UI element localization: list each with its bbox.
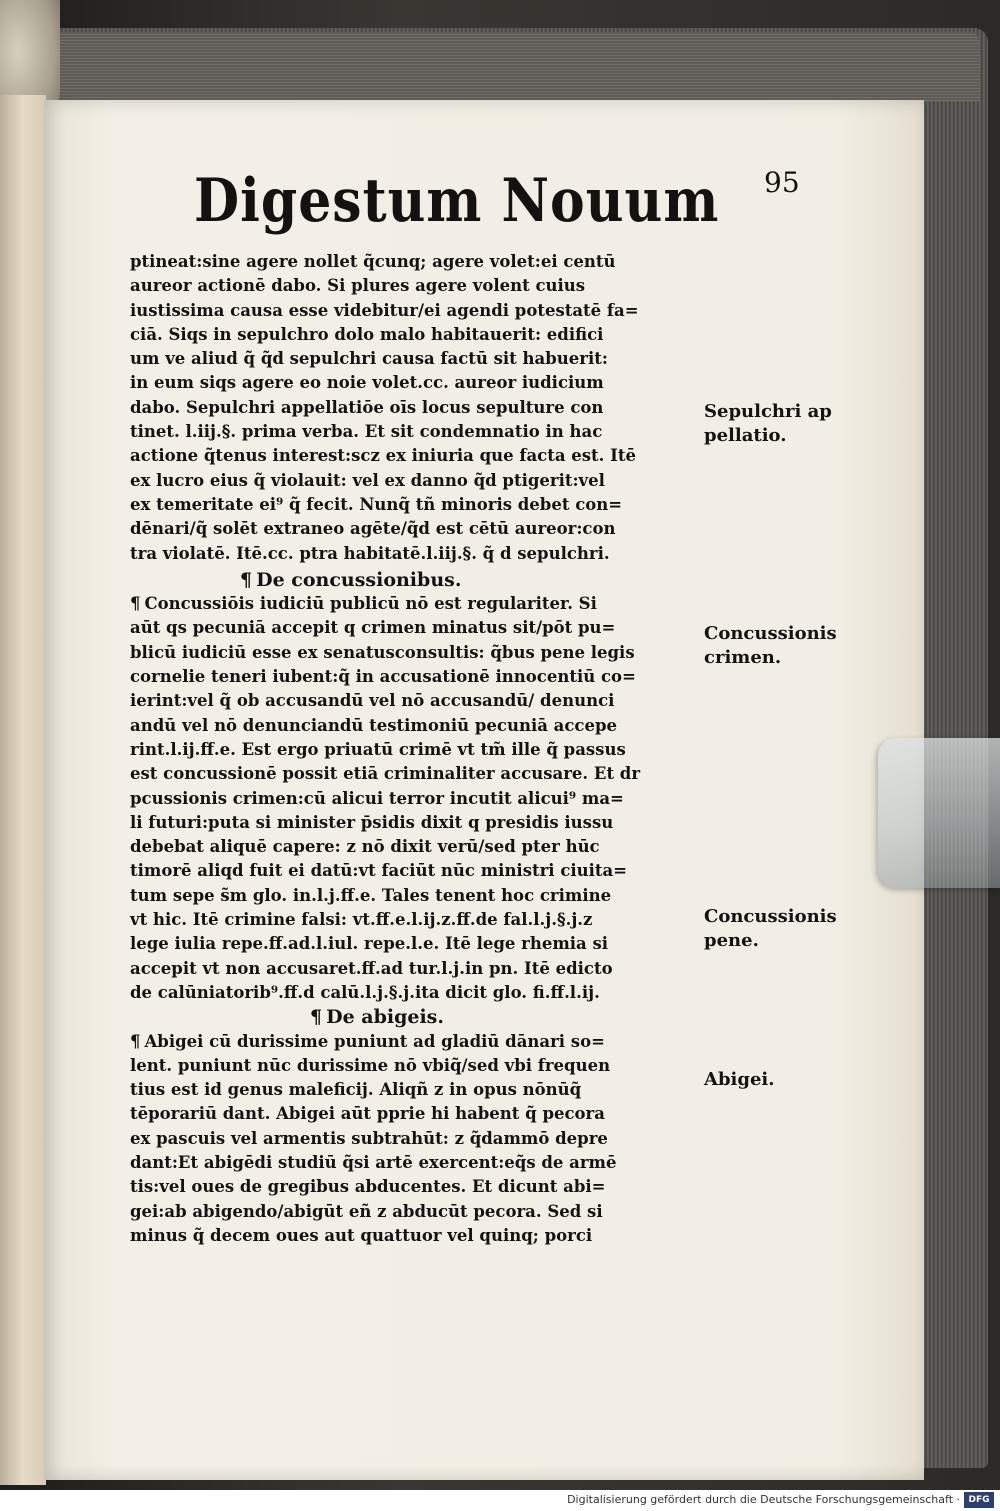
- margin-note-line: pene.: [704, 930, 759, 951]
- margin-note-line: Concussionis: [704, 906, 837, 927]
- text-line: li futuri:puta si minister p̄sidis dixit q presidis iussu: [130, 812, 614, 832]
- margin-note-concussionis-pene: [704, 905, 874, 953]
- paragraph-mark-icon: ¶: [130, 1031, 141, 1051]
- page-clip: [878, 738, 1000, 888]
- text-line: tius est id genus maleficij. Aliqñ z in opus nōnūq̃: [130, 1080, 582, 1100]
- margin-note-line: Abigei.: [704, 1069, 775, 1090]
- text-line: timorē aliqd fuit ei datū:vt faciūt nūc ministri ciuita=: [130, 861, 628, 881]
- text-line: ex pascuis vel armentis subtrahūt: z q̃dammō depre: [130, 1128, 608, 1148]
- text-line: dant:Et abigēdi studiū q̃si artē exercent:eq̃s de armē: [130, 1152, 617, 1172]
- text-line-content: Abigei cū durissime puniunt ad gladiū dānari so=: [144, 1031, 605, 1051]
- text-line: ex lucro eius q̃ violauit: vel ex danno q̃d ptigerit:vel: [130, 470, 605, 490]
- text-line: accepit vt non accusaret.ff.ad tur.l.j.in pn. Itē edicto: [130, 958, 613, 978]
- paragraph-abigei: [130, 1030, 700, 1249]
- book-top-edge: [40, 32, 980, 102]
- text-line: cornelie teneri iubent:q̃ in accusationē innocentiū co=: [130, 667, 636, 687]
- paragraph-concussionis: [130, 592, 700, 1005]
- text-line: ptineat:sine agere nollet q̃cunq; agere volet:ei centū: [130, 252, 616, 271]
- text-line: lege iulia repe.ff.ad.l.iul. repe.l.e. Itē lege rhemia si: [130, 934, 609, 954]
- paragraph-mark-icon: ¶: [130, 594, 141, 614]
- text-line: tis:vel oues de gregibus abducentes. Et dicunt abi=: [130, 1177, 606, 1197]
- text-line: aūt qs pecuniā accepit q crimen minatus sit/pōt pu=: [130, 618, 616, 638]
- margin-note-sepulchri: [704, 400, 874, 448]
- text-line: in eum siqs agere eo noie volet.cc. aureor iudicium: [130, 373, 604, 393]
- margin-note-abigei: [704, 1068, 874, 1092]
- text-line: rint.l.ij.ff.e. Est ergo priuatū crimē vt tm̃ ille q̃ passus: [130, 739, 626, 759]
- text-line: debebat aliquē capere: z nō dixit verū/sed pter hūc: [130, 837, 600, 857]
- paragraph-mark-icon: ¶: [310, 1006, 323, 1029]
- margin-note-line: Sepulchri ap: [704, 401, 832, 422]
- text-line: tinet. l.iij.§. prima verba. Et sit condemnatio in hac: [130, 422, 603, 442]
- footer-bar: [0, 1490, 1000, 1511]
- text-line: tra violatē. Itē.cc. ptra habitatē.l.iij.§. q̃ d sepulchri.: [130, 543, 610, 563]
- text-line: aureor actionē dabo. Si plures agere volent cuius: [130, 276, 586, 296]
- text-line: [130, 1030, 700, 1054]
- section-heading-concussionibus: [130, 568, 700, 592]
- margin-note-concussionis-crimen: [704, 622, 874, 670]
- page-header: [194, 166, 834, 256]
- text-line: tum sepe s̃m glo. in.l.j.ff.e. Tales tenent hoc crimine: [130, 885, 612, 905]
- funding-credit: Digitalisierung gefördert durch die Deutsche Forschungsgemeinschaft ·: [567, 1493, 960, 1506]
- text-line: ex temeritate ei⁹ q̃ fecit. Nunq̃ tñ minoris debet con=: [130, 494, 623, 514]
- text-line: gei:ab abigendo/abigūt eñ z abducūt pecora. Sed si: [130, 1201, 603, 1221]
- margin-note-line: pellatio.: [704, 425, 787, 446]
- text-line: actione q̃tenus interest:scz ex iniuria que facta est. Itē: [130, 446, 636, 466]
- margin-note-line: Concussionis: [704, 623, 837, 644]
- book-page: [44, 100, 924, 1480]
- text-line: ierint:vel q̃ ob accusandū vel nō accusandū/ denunci: [130, 691, 615, 711]
- heading-text: De concussionibus.: [256, 568, 462, 591]
- section-heading-abigeis: [130, 1005, 700, 1029]
- text-line: um ve aliud q̃ q̃d sepulchri causa factū sit habuerit:: [130, 349, 608, 369]
- text-line: andū vel nō denunciandū testimoniū pecuniā accepe: [130, 715, 617, 735]
- dfg-logo: DFG: [964, 1492, 994, 1508]
- text-line: pcussionis crimen:cū alicui terror incutit alicui⁹ ma=: [130, 788, 624, 808]
- text-line: [130, 592, 700, 616]
- previous-page-sliver: [0, 95, 46, 1485]
- text-line: est concussionē possit etiā criminaliter accusare. Et dr: [130, 764, 641, 784]
- page-number: 95: [764, 166, 800, 199]
- main-text-column: [130, 250, 700, 1248]
- text-line: tēporariū dant. Abigei aūt pprie hi habent q̃ pecora: [130, 1104, 605, 1124]
- text-line: dabo. Sepulchri appellatiōe oīs locus sepulture con: [130, 397, 604, 417]
- text-line: iustissima causa esse videbitur/ei agendi potestatē fa=: [130, 300, 639, 320]
- text-line: dēnari/q̃ solēt extraneo agēte/q̃d est cētū aureor:con: [130, 519, 616, 539]
- text-line: de calūniatorib⁹.ff.d calū.l.j.§.j.ita dicit glo. fi.ff.l.ij.: [130, 982, 600, 1002]
- paragraph-sepulchri: [130, 250, 700, 566]
- heading-text: De abigeis.: [326, 1006, 444, 1029]
- text-line: ciā. Siqs in sepulchro dolo malo habitauerit: edifici: [130, 324, 604, 344]
- margin-note-line: crimen.: [704, 647, 782, 668]
- paragraph-mark-icon: ¶: [240, 568, 253, 591]
- text-line: blicū iudiciū esse ex senatusconsultis: q̃bus pene legis: [130, 642, 635, 662]
- running-title: Digestum Nouum: [194, 166, 720, 237]
- text-line-content: Concussiōis iudiciū publicū nō est regulariter. Si: [144, 594, 597, 614]
- text-line: minus q̃ decem oues aut quattuor vel quinq; porci: [130, 1225, 593, 1245]
- text-line: lent. puniunt nūc durissime nō vbiq̃/sed vbi frequen: [130, 1055, 611, 1075]
- text-line: vt hic. Itē crimine falsi: vt.ff.e.l.ij.z.ff.de fal.l.j.§.j.z: [130, 910, 593, 930]
